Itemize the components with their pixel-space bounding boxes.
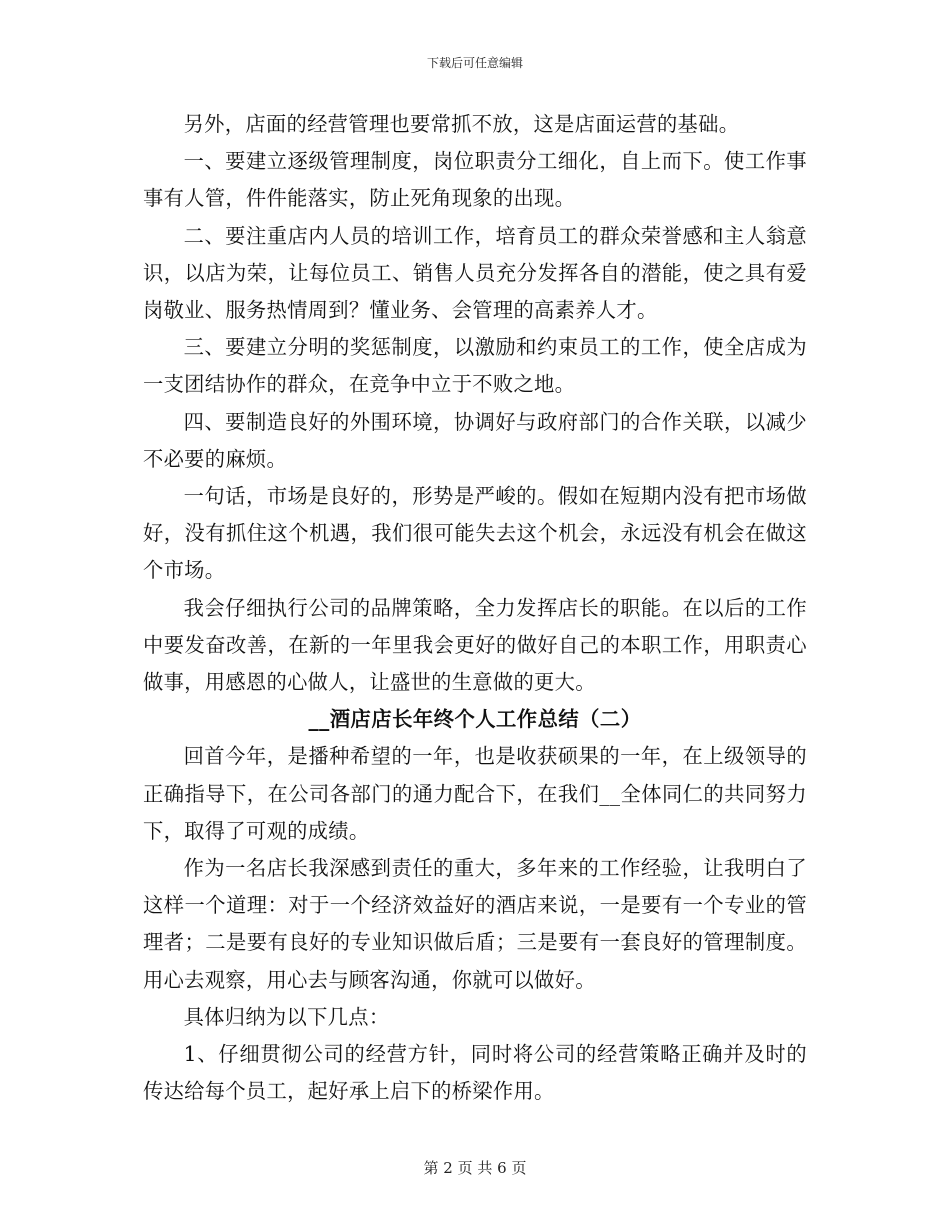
document-body [143,106,807,1110]
paragraph: 一句话，市场是良好的，形势是严峻的。假如在短期内没有把市场做好，没有抓住这个机遇，我们很可能失去这个机会，永远没有机会在做这个市场。 [143,484,807,583]
paragraph: 另外，店面的经营管理也要常抓不放，这是店面运营的基础。 [183,112,740,136]
paragraph: 作为一名店长我深感到责任的重大，多年来的工作经验，让我明白了这样一个道理：对于一个经济效益好的酒店来说，一是要有一个专业的管理者；二是要有良好的专业知识做后盾；三是要有一套良好的管理制度。用心去观察，用心去与顾客沟通，你就可以做好。 [143,856,807,992]
paragraph: 具体归纳为以下几点： [183,1004,390,1029]
paragraph: 四、要制造良好的外围环境，协调好与政府部门的合作关联，以减少不必要的麻烦。 [143,409,807,471]
paragraph: 回首今年，是播种希望的一年，也是收获硕果的一年，在上级领导的正确指导下，在公司各部门的通力配合下，在我们__全体同仁的共同努力下，取得了可观的成绩。 [143,744,807,843]
page-number: 第 2 页 共 6 页 [423,1159,527,1177]
section-title: __酒店店长年终个人工作总结（二） [308,707,642,732]
paragraph: 一、要建立逐级管理制度，岗位职责分工细化，自上而下。使工作事事有人管，件件能落实，防止死角现象的出现。 [143,149,807,211]
paragraph: 二、要注重店内人员的培训工作，培育员工的群众荣誉感和主人翁意识，以店为荣，让每位员工、销售人员充分发挥各自的潜能，使之具有爱岗敬业、服务热情周到？懂业务、会管理的高素养人才。 [143,223,807,323]
paragraph: 1、仔细贯彻公司的经营方针，同时将公司的经营策略正确并及时的传达给每个员工，起好承上启下的桥梁作用。 [143,1042,807,1104]
paragraph: 我会仔细执行公司的品牌策略，全力发挥店长的职能。在以后的工作中要发奋改善，在新的一年里我会更好的做好自己的本职工作，用职责心做事，用感恩的心做人，让盛世的生意做的更大。 [143,595,807,695]
page-header-note: 下载后可任意编辑 [426,56,523,70]
paragraph: 三、要建立分明的奖惩制度，以激励和约束员工的工作，使全店成为一支团结协作的群众，在竞争中立于不败之地。 [143,335,807,397]
